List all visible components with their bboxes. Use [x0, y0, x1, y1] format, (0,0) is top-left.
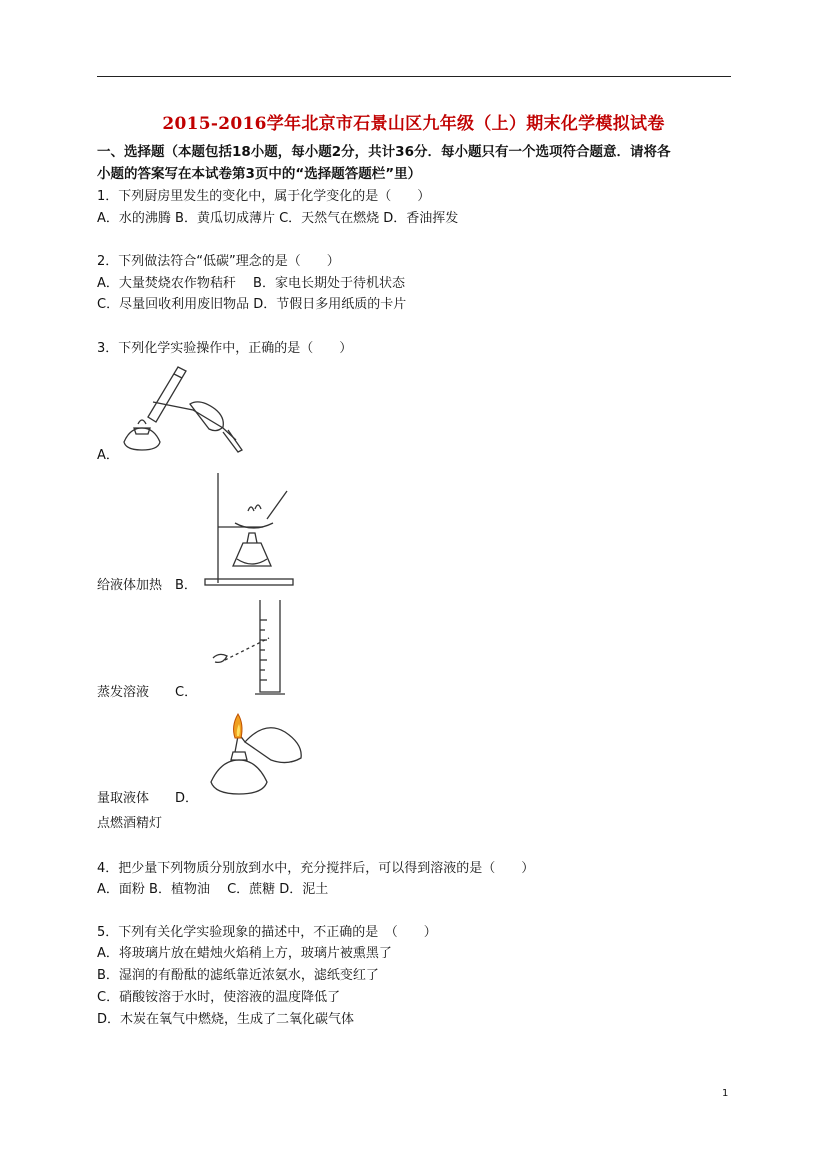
q5-stem: 5．下列有关化学实验现象的描述中，不正确的是 （ ） — [97, 925, 437, 940]
q4-options: A．面粉 B．植物油 C．蔗糖 D．泥土 — [97, 882, 329, 897]
section-heading-line2: 小题的答案写在本试卷第3页中的“选择题答题栏”里） — [97, 166, 422, 182]
q5-option-d: D．木炭在氧气中燃烧，生成了二氧化碳气体 — [97, 1012, 355, 1027]
header-rule — [97, 76, 731, 77]
exam-title: 2015-2016学年北京市石景山区九年级（上）期末化学模拟试卷 — [162, 114, 665, 134]
q1-stem: 1．下列厨房里发生的变化中，属于化学变化的是（ ） — [97, 189, 431, 204]
q3-stem: 3．下列化学实验操作中，正确的是（ ） — [97, 341, 353, 356]
figure-d-light-alcohol-lamp — [205, 712, 315, 802]
q3-label-a: A． — [97, 448, 119, 463]
figure-b-evaporation — [203, 471, 298, 591]
q5-option-c: C．硝酸铵溶于水时，使溶液的温度降低了 — [97, 990, 341, 1005]
q2-options-ab: A．大量焚烧农作物秸秆 B．家电长期处于待机状态 — [97, 276, 405, 291]
q3-label-c: 蒸发溶液 C． — [97, 685, 198, 700]
page-number: 1 — [722, 1088, 729, 1099]
q3-label-d-caption: 点燃酒精灯 — [97, 816, 163, 831]
q5-option-b: B．湿润的有酚酞的滤纸靠近浓氨水，滤纸变红了 — [97, 968, 379, 983]
q1-options: A．水的沸腾 B．黄瓜切成薄片 C．天然气在燃烧 D．香油挥发 — [97, 211, 459, 226]
section-heading-line1: 一、选择题（本题包括18小题，每小题2分，共计36分．每小题只有一个选项符合题意．请将各 — [97, 144, 671, 160]
figure-c-measure-liquid — [205, 598, 290, 700]
q4-stem: 4．把少量下列物质分别放到水中，充分搅拌后，可以得到溶液的是（ ） — [97, 861, 535, 876]
q2-options-cd: C．尽量回收利用废旧物品 D．节假日多用纸质的卡片 — [97, 297, 407, 312]
q3-label-d: 量取液体 D． — [97, 791, 199, 806]
q2-stem: 2．下列做法符合“低碳”理念的是（ ） — [97, 254, 340, 269]
q3-label-b: 给液体加热 B． — [97, 578, 197, 593]
figure-a-heating-liquid — [118, 362, 248, 457]
q5-option-a: A．将玻璃片放在蜡烛火焰稍上方，玻璃片被熏黑了 — [97, 946, 392, 961]
